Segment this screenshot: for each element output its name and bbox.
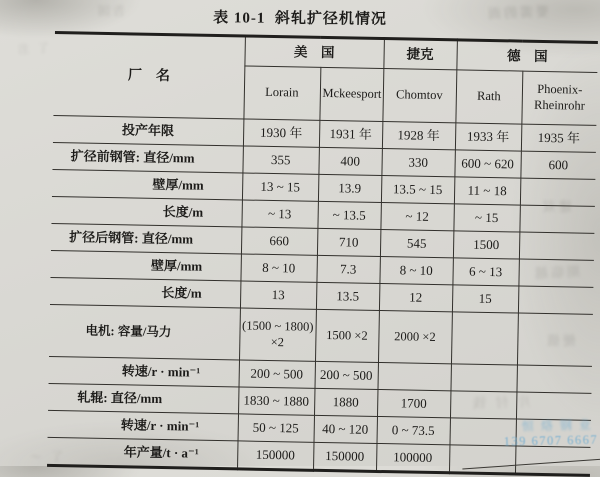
watermark-phone: 139 6707 6667 [503,432,599,449]
country-czech: 捷克 [383,39,457,70]
cell-value: 400 [318,147,381,175]
bleedthrough-text: 便值 [544,333,577,348]
cell-value: ~ 13 [241,200,317,228]
cell-value: 150000 [237,441,314,470]
cell-value: 40 ~ 120 [314,415,377,443]
cell-value: (1500 ~ 1800) ×2 [239,308,316,361]
manufacturer-phoenix: Phoenix-Rheinrohr [521,71,597,125]
cell-value: 150000 [313,442,377,471]
country-germany: 德 国 [456,40,598,73]
cell-value: 200 ~ 500 [314,361,377,389]
cell-value: 8 ~ 10 [240,254,316,282]
cell-value: 355 [242,146,318,174]
cell-value: 600 [520,151,595,179]
cell-value: 1500 [453,231,519,259]
cell-value: 13.5 ~ 15 [381,176,454,204]
cell-value: 330 [381,149,454,177]
row-label: 长度/m [51,196,241,226]
bleedthrough-text: 期临越 [531,264,581,281]
cell-value: 545 [380,229,453,257]
cell-value: 1928 年 [382,122,455,150]
cell-value: 0 ~ 73.5 [376,416,449,444]
cell-value [519,232,594,260]
cell-value: 1935 年 [521,124,596,152]
cell-value: 600 ~ 620 [454,150,520,178]
cell-value: 50 ~ 125 [238,414,314,442]
cell-value: ~ 15 [453,204,519,232]
bleedthrough-text: 要需的而 [484,3,550,22]
cell-value: 7.3 [316,255,379,283]
cell-value [450,364,516,392]
cell-value [516,365,591,393]
bleedthrough-text: 片 付 钱 [469,394,531,411]
header-row-countries [54,32,597,72]
cell-value [377,362,450,390]
row-label: 扩径后钢管: 直径/mm [51,223,241,253]
row-label: 轧辊: 直径/mm [48,383,238,413]
cell-value: ~ 13.5 [317,201,380,229]
country-usa: 美 国 [244,36,384,69]
manufacturer-chomtov: Chomtov [382,69,456,123]
cell-value: ~ 12 [380,203,453,231]
bleedthrough-text: 注 了 [17,42,53,56]
row-label: 壁厚/mm [52,169,242,199]
cell-value: 660 [241,227,317,255]
row-label: 壁厚/mm [50,250,240,280]
bleedthrough-text: 建双 [540,199,573,214]
watermark [472,416,599,451]
row-label: 投产年限 [53,115,243,145]
manufacturer-rath: Rath [455,70,522,124]
bleedthrough-text: ～ 了 [30,450,67,464]
cell-value: 11 ~ 18 [454,177,520,205]
cell-value: 6 ~ 13 [452,258,518,286]
cell-value: 2000 ×2 [378,310,452,363]
cell-value: 1931 年 [319,120,382,148]
cell-value: 12 [379,283,452,311]
cell-value: 1933 年 [455,123,521,151]
row-label: 扩径前钢管: 直径/mm [52,142,242,172]
watermark-company: 恒烙钢业 [521,417,598,434]
manufacturer-mckeesport: Mckeesport [319,67,383,121]
cell-value: 100000 [376,443,450,472]
cell-value: 15 [452,285,518,313]
cell-value: 1830 ~ 1880 [238,387,314,415]
cell-value: 1700 [377,389,450,417]
cell-value: 1880 [314,388,377,416]
cell-value: 1500 ×2 [315,309,379,362]
manufacturer-lorain: Lorain [243,66,320,120]
cell-value: 710 [317,228,380,256]
cell-value: 1930 年 [243,119,319,147]
row-label: 转速/r · min⁻¹ [49,356,239,386]
corner-cell-factory-name: 厂 名 [53,32,244,118]
cell-value: 8 ~ 10 [379,256,452,284]
row-label: 年产量/t · a⁻¹ [47,437,237,468]
cell-value [518,286,593,314]
row-label: 长度/m [50,277,240,307]
cell-value: 200 ~ 500 [239,360,315,388]
row-label: 转速/r · min⁻¹ [48,410,238,440]
bleedthrough-text: 告国 [95,4,126,18]
cell-value: 13.9 [318,174,381,202]
cell-value [451,312,518,365]
cell-value: 13 [240,281,316,309]
cell-value: 13 ~ 15 [242,173,318,201]
cell-value: 13.5 [316,282,379,310]
row-label: 电机: 容量/马力 [49,304,240,359]
table-title: 表 10-1 斜轧扩径机情况 [213,10,387,28]
